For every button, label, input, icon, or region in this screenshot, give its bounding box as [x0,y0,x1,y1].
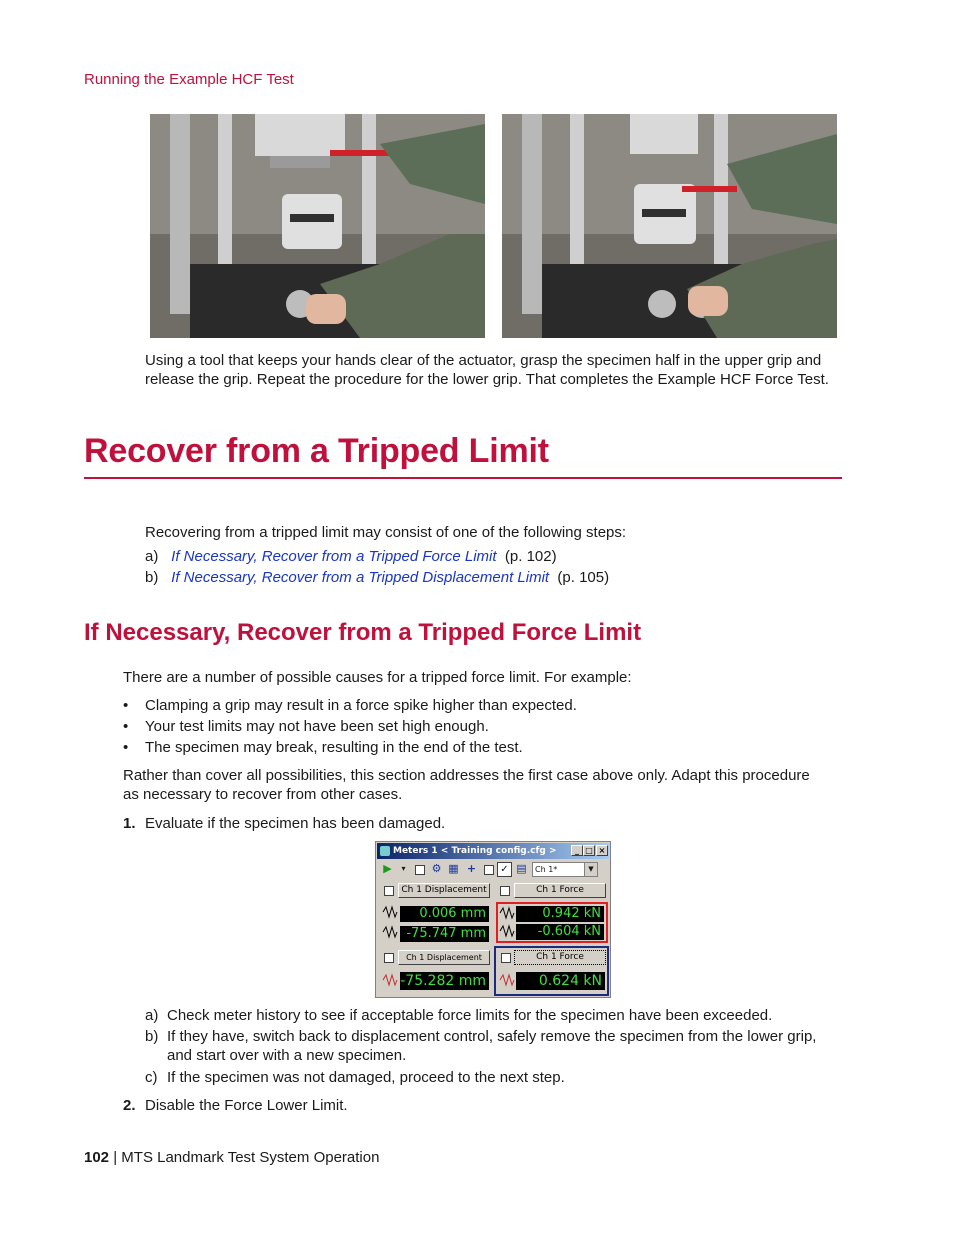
meter-checkbox[interactable] [501,953,511,963]
subsection-heading: If Necessary, Recover from a Tripped Force Limit [84,619,642,646]
bullet-item: • Your test limits may not have been set high enough. [123,718,489,735]
step-2 [123,1096,348,1115]
meter-checkbox[interactable] [384,953,394,963]
reset-checkbox-icon[interactable] [413,862,428,877]
page-ref: (p. 102) [504,548,557,565]
link-force-limit[interactable]: If Necessary, Recover from a Tripped Force Limit [171,548,497,565]
meter-channel-button[interactable]: Ch 1 Displacement [398,950,490,965]
meter-checkbox[interactable] [384,886,394,896]
heading-rule [84,477,842,479]
channel-icon[interactable]: ▤ [516,862,527,875]
meter-value: -75.282 mm [400,972,489,990]
step-number: 2. [123,1097,136,1114]
meter-value: -0.604 kN [516,924,604,940]
maximize-icon[interactable]: □ [583,845,595,856]
meter-value: 0.942 kN [516,906,604,922]
running-head: Running the Example HCF Test [84,71,294,88]
substep-a [145,1006,772,1025]
step-number: 1. [123,815,136,832]
minimize-icon[interactable]: _ [571,845,583,856]
step-item-b [145,568,609,587]
meter-channel-button[interactable]: Ch 1 Displacement [398,883,490,898]
channel-select[interactable]: Ch 1* ▼ [532,862,598,877]
section-intro: Recovering from a tripped limit may consist of one of the following steps: [145,524,627,541]
section-heading: Recover from a Tripped Limit [84,432,549,470]
paragraph-line: Rather than cover all possibilities, this section addresses the first case above only. Adapt this procedure [123,767,810,784]
photo-grip-release-left [150,114,485,338]
subsection-intro: There are a number of possible causes for a tripped force limit. For example: [123,669,632,686]
substep-label: a) [145,1007,159,1024]
meter-value: 0.006 mm [400,906,489,922]
remove-checkbox-icon[interactable] [482,862,497,877]
waveform-icon[interactable] [382,973,398,987]
caption-line: Using a tool that keeps your hands clear of the actuator, grasp the specimen half in the upper grip and [145,352,822,369]
dropdown-arrow-icon[interactable]: ▾ [401,864,406,873]
check-icon[interactable]: ✓ [497,862,512,877]
step-label: a) [145,548,159,565]
page-ref: (p. 105) [557,569,610,586]
substep-label: b) [145,1028,159,1045]
step-text: Disable the Force Lower Limit. [145,1097,348,1114]
footer-separator: | [113,1149,118,1166]
play-icon[interactable]: ▶ [383,862,392,875]
waveform-icon[interactable] [499,906,515,920]
meter-panel-displacement [378,881,491,943]
page-footer [84,1149,379,1166]
meter-value: -75.747 mm [400,926,489,942]
substep-text: If the specimen was not damaged, proceed to the next step. [167,1069,565,1086]
chevron-down-icon[interactable]: ▼ [584,863,597,876]
waveform-icon[interactable] [499,973,515,987]
substep-c [145,1068,565,1087]
close-icon[interactable]: × [596,845,608,856]
meters-window [375,841,611,998]
photo-caption [145,351,829,389]
subsection-paragraph [123,766,810,804]
caption-line: release the grip. Repeat the procedure for the lower grip. That completes the Example HCF Force Test. [145,371,829,388]
meters-title-bar [377,843,609,859]
meters-toolbar [378,860,608,880]
step-text: Evaluate if the specimen has been damaged. [145,815,446,832]
grid-icon[interactable]: ▦ [448,862,459,875]
meter-panel-displacement-2 [378,947,491,997]
page-number: 102 [84,1149,110,1166]
footer-title: MTS Landmark Test System Operation [121,1149,380,1166]
link-displacement-limit[interactable]: If Necessary, Recover from a Tripped Displacement Limit [171,569,550,586]
meter-channel-button[interactable]: Ch 1 Force [514,950,606,965]
substep-label: c) [145,1069,158,1086]
substep-b [145,1027,816,1065]
photo-grip-release-right [502,114,837,338]
meter-value: 0.624 kN [516,972,605,990]
step-label: b) [145,569,159,586]
step-item-a [145,547,557,566]
meter-panel-force-2 [494,946,609,996]
meter-channel-button[interactable]: Ch 1 Force [514,883,606,898]
substep-text: If they have, switch back to displacement control, safely remove the specimen from the lower grip, [167,1028,817,1045]
add-meter-icon[interactable]: + [466,862,477,875]
paragraph-line: as necessary to recover from other cases. [123,786,403,803]
app-icon [380,846,390,856]
waveform-icon[interactable] [382,905,398,919]
meter-panel-force [494,881,609,943]
waveform-icon[interactable] [499,924,515,938]
substep-text: Check meter history to see if acceptable force limits for the specimen have been exceeded. [167,1007,773,1024]
substep-text-cont: and start over with a new specimen. [167,1047,407,1064]
meters-title: Meters 1 < Training config.cfg > [393,846,557,856]
bullet-item: • Clamping a grip may result in a force spike higher than expected. [123,697,577,714]
config-icon[interactable]: ⚙ [431,862,442,875]
step-1 [123,814,445,833]
meter-checkbox[interactable] [500,886,510,896]
bullet-item: • The specimen may break, resulting in the end of the test. [123,739,523,756]
waveform-icon[interactable] [382,925,398,939]
